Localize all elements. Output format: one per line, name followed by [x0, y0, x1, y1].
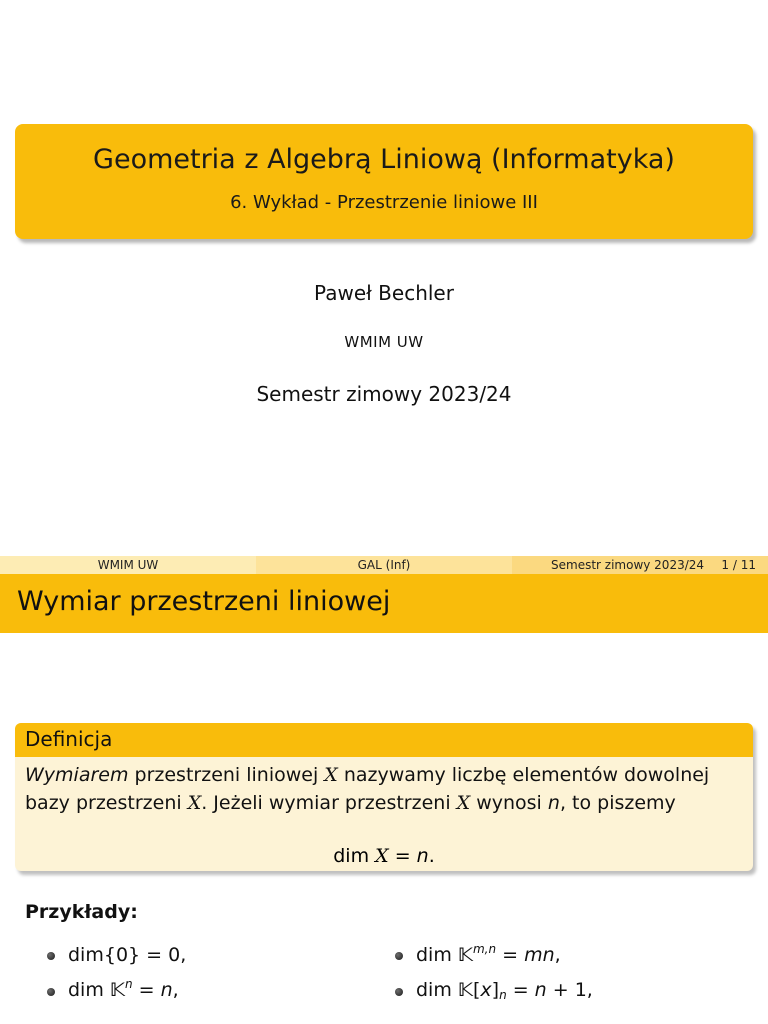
math-field: 𝕂 [457, 944, 473, 966]
math-var: mn [524, 944, 555, 966]
math-operator: dim [416, 944, 452, 966]
math-bracket: ] [491, 979, 500, 1001]
math-operator: dim [68, 944, 104, 966]
bullet-icon [47, 988, 55, 996]
footer-right-section [512, 556, 768, 574]
math-superscript: n [124, 977, 133, 991]
math-field: 𝕂 [109, 979, 125, 1001]
math-equals: = [388, 845, 417, 867]
example-item [416, 979, 593, 1001]
math-expression: {0} = 0, [103, 944, 187, 966]
definition-text: wynosi [470, 792, 548, 814]
math-equals: = [132, 979, 161, 1001]
example-item [68, 944, 186, 966]
definition-formula [15, 845, 753, 867]
math-var: n [416, 845, 429, 867]
math-subscript: n [499, 988, 507, 1002]
presentation-subtitle: 6. Wykład - Przestrzenie liniowe III [230, 192, 538, 213]
frame-title-bar [0, 574, 768, 633]
examples-heading: Przykłady: [25, 901, 138, 923]
math-var: X [187, 792, 202, 814]
author-name: Paweł Bechler [314, 281, 454, 305]
definition-text: nazywamy liczbę elementów dowolnej [337, 764, 710, 786]
definition-text: przestrzeni liniowej [128, 764, 325, 786]
math-punct: , [554, 944, 561, 966]
math-var: n [160, 979, 173, 1001]
footer-institute: WMIM UW [0, 556, 256, 574]
math-expression: + 1, [546, 979, 593, 1001]
math-field: 𝕂 [457, 979, 473, 1001]
footer-page-number: 1 / 11 [721, 558, 756, 572]
math-punct: . [428, 845, 435, 867]
math-operator: dim [416, 979, 452, 1001]
definition-header [15, 723, 753, 757]
math-equals: = [506, 979, 535, 1001]
math-var: X [324, 764, 338, 786]
institute-name: WMIM UW [344, 333, 424, 351]
math-punct: , [172, 979, 179, 1001]
example-item [416, 944, 561, 966]
definition-term: Wymiarem [25, 764, 129, 786]
definition-text: bazy przestrzeni [25, 792, 188, 814]
title-block [15, 124, 753, 239]
footer-date: Semestr zimowy 2023/24 [551, 558, 705, 572]
math-var: n [534, 979, 547, 1001]
math-bracket: [ [472, 979, 481, 1001]
math-superscript: m,n [472, 942, 497, 956]
definition-title: Definicja [25, 727, 113, 751]
bullet-icon [395, 952, 403, 960]
math-operator: dim [68, 979, 104, 1001]
definition-block [15, 723, 753, 871]
presentation-date: Semestr zimowy 2023/24 [256, 382, 512, 406]
math-equals: = [496, 944, 525, 966]
example-item [68, 979, 179, 1001]
math-var: x [480, 979, 492, 1001]
definition-line-2 [25, 792, 676, 814]
slide-footer [0, 556, 768, 574]
bullet-icon [47, 952, 55, 960]
definition-text: , to piszemy [559, 792, 676, 814]
math-var: n [547, 792, 560, 814]
definition-text: . Jeżeli wymiar przestrzeni [201, 792, 457, 814]
presentation-title: Geometria z Algebrą Liniową (Informatyka) [93, 144, 675, 175]
math-var: X [456, 792, 471, 814]
definition-line-1 [25, 764, 709, 786]
math-operator: dim [333, 845, 376, 867]
math-var: X [375, 845, 389, 867]
frame-title: Wymiar przestrzeni liniowej [17, 586, 391, 617]
bullet-icon [395, 988, 403, 996]
footer-short-title: GAL (Inf) [256, 556, 512, 574]
